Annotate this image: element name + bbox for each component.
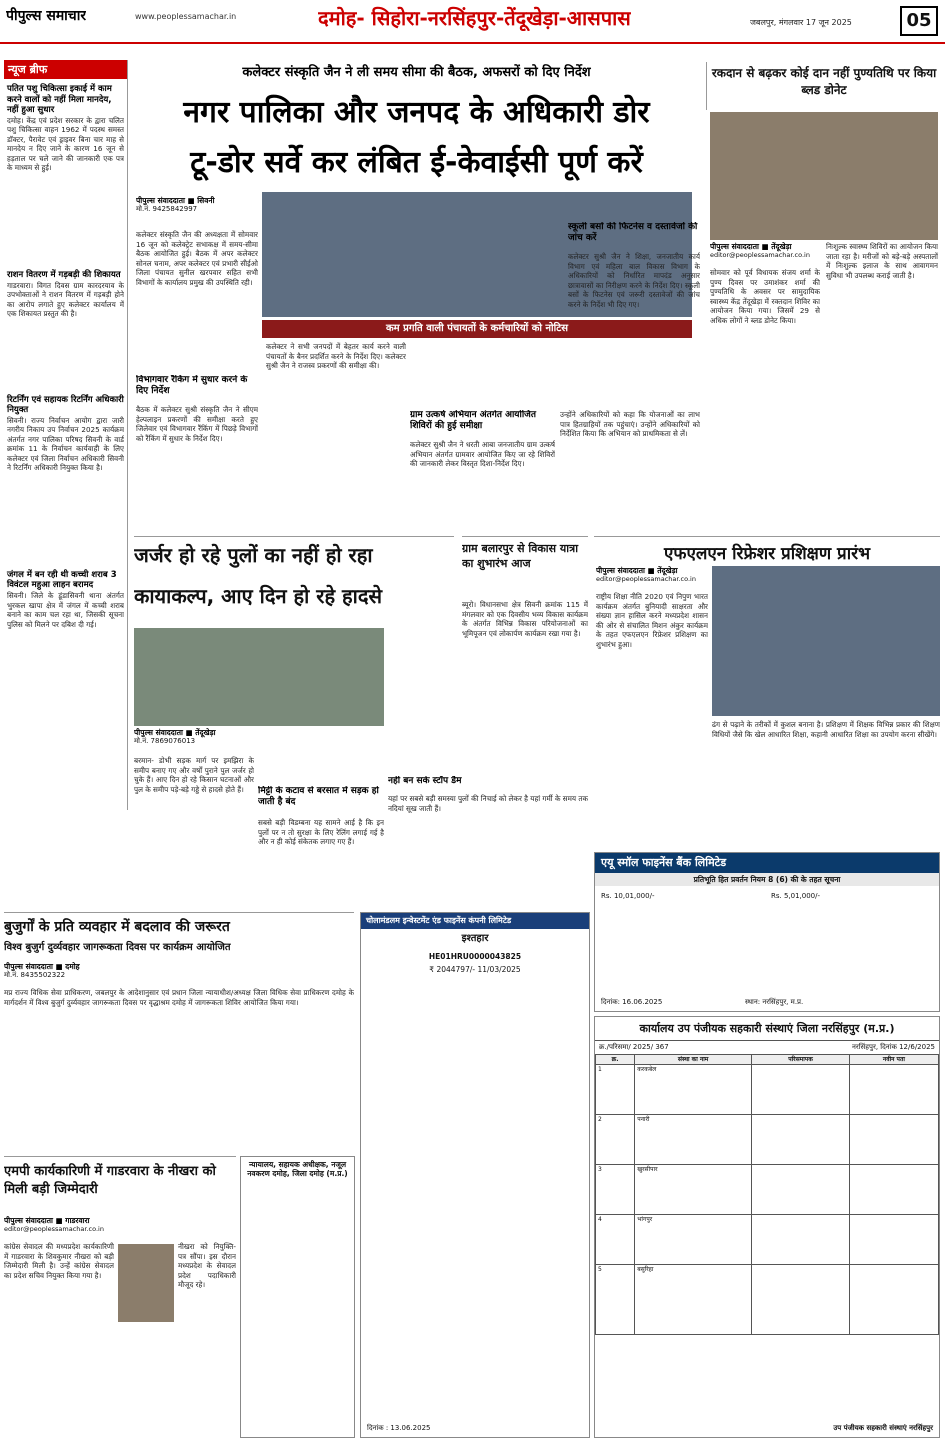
blood-body-1: सोमवार को पूर्व विधायक संजय शर्मा के पुण्य दिवस पर उमाशंकर शर्मा की पुण्यतिथि के अवसर पर सामुदायिक स्वास्थ्य केंद्र तेंदूखेड़ा में रक्तदान शिविर का आयोजन किया गया। जिसमें 29 से अधिक लोगों ने ब्लड डोनेट किया। xyxy=(710,268,820,325)
office-th-4: नवीन पता xyxy=(849,1054,938,1065)
blood-photo xyxy=(710,112,938,240)
fln-photo xyxy=(712,566,940,716)
cell xyxy=(849,1215,938,1265)
mp-headline: एमपी कार्यकारिणी में गाडरवारा के नीखरा को मिली बड़ी जिम्मेदारी xyxy=(4,1164,216,1197)
office-table xyxy=(595,1054,939,1336)
lead-subhead-1: विभागवार रैंकिंग में सुधार करने के दिए निर्देश xyxy=(136,375,248,397)
lead-headline-1-wrap xyxy=(134,90,699,134)
section-title: दमोह- सिहोरा-नरसिंहपुर-तेंदूखेड़ा-आसपास xyxy=(318,6,631,30)
au-band: प्रतिभूति हित प्रवर्तन नियम 8 (6) की के तहत सूचना xyxy=(595,873,939,886)
dateline: जबलपुर, मंगलवार 17 जून 2025 xyxy=(750,18,852,27)
blood-body-2: निःशुल्क स्वास्थ्य शिविरों का आयोजन किया जाता रहा है। मरीजों को बड़े-बड़े अस्पतालों में निःशुल्क इलाज के साथ आवागमन सुविधा भी उपलब्ध कराई जाती है। xyxy=(826,242,938,280)
court-notice-title: न्यायालय, सहायक अधीक्षक, नजूल नवकरण दमोह, जिला दमोह (म.प्र.) xyxy=(247,1160,348,1179)
lead-body-2: बैठक में कलेक्टर सुश्री संस्कृति जैन ने सीएम हेल्पलाइन प्रकरणों की समीक्षा करते हुए जिलेवार एवं विभागवार रैंकिंग में पिछड़े विभागों को रैंकिंग में सुधार के निर्देश दिए। xyxy=(136,405,258,443)
fln-byline: पीपुल्स संवाददाता ■ तेंदूखेड़ा xyxy=(596,566,678,575)
lead-body-3: कलेक्टर ने सभी जनपदों में बेहतर कार्य करने वाली पंचायतों के बैनर प्रदर्शित करने के निर्देश दिए। कलेक्टर सुश्री जैन ने राजस्व प्रकरणों की समीक्षा की। xyxy=(266,342,406,370)
bridge-subhead-2: नहीं बन सके स्टॉप डैम xyxy=(388,776,462,786)
lead-body-5: उन्होंने अधिकारियों को कहा कि योजनाओं का लाभ पात्र हितग्राहियों तक पहुंचाएं। उन्होंने अधिकारियों को निर्देशित किया कि अभियान को प्राथमिकता से लें। xyxy=(560,410,700,438)
bridge-body-2: सबसे बड़ी विडम्बना यह सामने आई है कि इन पुलों पर न तो सुरक्षा के लिए रेलिंग लगाई गई है और न ही कोई संकेतक लगाए गए हैं। xyxy=(258,818,384,846)
brief-head-1: पतित पशु चिकित्सा इकाई में काम करने वालों को नहीं मिला मानदेय, नहीं हुआ सुधार xyxy=(7,84,112,116)
lead-body-1: कलेक्टर संस्कृति जैन की अध्यक्षता में सोमवार 16 जून को कलेक्ट्रेट सभाकक्ष में समय-सीमा बैठक आयोजित हुई। बैठक में अपर कलेक्टर सोनल चनाम, अपर कलेक्टर एवं प्रभारी सीईओ जिला पंचायत सुनील खरपवार सहित सभी विभागों के कार्यालय प्रमुख की उपस्थिति रही। xyxy=(136,230,258,287)
mp-headline-wrap xyxy=(4,1156,236,1212)
cell: बसुरिहा xyxy=(635,1265,752,1335)
elders-byline: पीपुल्स संवाददाता ■ दमोह xyxy=(4,962,80,971)
brief-head-4: जंगल में बन रही थी कच्ची शराब 3 विवंटल महुआ लाहन बरामद xyxy=(7,569,117,591)
cell: पनारी xyxy=(635,1115,752,1165)
nikhra-portrait xyxy=(118,1244,174,1322)
brief-text-3: सिवनी। राज्य निर्वाचन आयोग द्वारा जारी नगरीय निकाय उप निर्वाचन 2025 कार्यक्रम अंतर्गत नगर पालिका परिषद सिवनी के वार्ड क्रमांक 11 के निर्वाचन कार्यवाही के लिए कलेक्टर एवं जिला निर्वाचन अधिकारी सिवनी ने रिटर्निंग अधिकारी नियुक्त किया है। xyxy=(7,415,124,473)
lead-band: कम प्रगति वाली पंचायतों के कर्मचारियों को नोटिस xyxy=(262,320,692,338)
cell: 1 xyxy=(596,1065,635,1115)
cell xyxy=(752,1215,850,1265)
bridge-body-3: यहां पर सबसे बड़ी समस्या पुलों की निचाई को लेकर है यहां गर्मी के समय तक नदियां सूख जाती हैं। xyxy=(388,794,588,813)
blood-email[interactable]: editor@peoplessamachar.co.in xyxy=(710,251,810,260)
bridge-subhead-1: मिट्टी के कटाव से बरसात में सड़क हो जाती है बंद xyxy=(258,786,379,808)
lead-body-4: कलेक्टर सुश्री जैन ने धरती आबा जनजातीय ग्राम उत्कर्ष अभियान अंतर्गत ग्रामवार आयोजित किए जा रहे शिविरों की जानकारी लेकर विस्तृत दिशा-निर्देश दिए। xyxy=(410,440,555,468)
brief-text-4: सिवनी। जिले के डूंडासिवनी थाना अंतर्गत भुरकल खापा क्षेत्र में जंगल में कच्ची शराब बनाने का काम चल रहा था, जिसकी सूचना पुलिस को मिलने पर दबिश दी गई। xyxy=(7,591,124,629)
blood-headline: रकदान से बढ़कर कोई दान नहीं पुण्यतिथि पर किया ब्लड डोनेट xyxy=(711,66,937,97)
cell: भांगपुर xyxy=(635,1215,752,1265)
office-th-1: क्र. xyxy=(596,1054,635,1065)
lead-byline: पीपुल्स संवाददाता ■ सिवनी xyxy=(136,196,215,205)
lead-kicker-wrap xyxy=(134,62,699,84)
fln-email[interactable]: editor@peoplessamachar.co.in xyxy=(596,575,696,584)
au-amount-1: Rs. 10,01,000/- xyxy=(601,892,655,901)
chola-name: चोलामंडलम इन्वेस्टमेंट एंड फाइनेंस कंपनी लिमिटेड xyxy=(361,913,589,929)
cell: 5 xyxy=(596,1265,635,1335)
lead-headline-1: नगर पालिका और जनपद के अधिकारी डोर xyxy=(183,95,650,130)
table-row xyxy=(596,1115,939,1165)
cell: 4 xyxy=(596,1215,635,1265)
table-row xyxy=(596,1265,939,1335)
lead-subhead-2: ग्राम उत्कर्ष अभियान अंतर्गत आयोजित शिविरों की हुई समीक्षा xyxy=(410,410,536,432)
cell xyxy=(752,1265,850,1335)
lead-headline-2-wrap xyxy=(134,140,699,184)
lead-mobile: मो.नं. 9425842997 xyxy=(136,205,198,214)
bridge-headline-wrap xyxy=(134,536,454,626)
office-ref: क्र./परिसमा/ 2025/ 367 xyxy=(599,1043,669,1051)
chola-date: दिनांक : 13.06.2025 xyxy=(367,1424,431,1433)
elders-headline-wrap xyxy=(4,912,354,960)
cell xyxy=(752,1115,850,1165)
chola-amount: ₹ 2044797/- 11/03/2025 xyxy=(429,964,521,974)
cell xyxy=(752,1165,850,1215)
news-brief-title: न्यूज ब्रीफ xyxy=(4,60,127,79)
fln-body-1: राष्ट्रीय शिक्षा नीति 2020 एवं निपुण भारत कार्यक्रम अंतर्गत बुनियादी साक्षरता और संख्या ज्ञान हासिल करने मध्यप्रदेश शासन की ओर से संचालित मिशन अंकुर कार्यक्रम के तहत एफएलएन रिफ्रेशर प्रशिक्षण का शुभारंभ हुआ। xyxy=(596,592,708,649)
bridge-byline: पीपुल्स संवाददाता ■ तेंदूखेड़ा xyxy=(134,728,216,737)
mp-byline-wrap xyxy=(4,1216,236,1238)
news-brief-column xyxy=(4,60,128,810)
bridge-body-1: बरमान- डोभी सड़क मार्ग पर इमझिरा के समीप बनाए गए और वर्षों पुराने पुल जर्जर हो चुके हैं। आए दिन हो रहे किसान घटनाओं और पुल के समीप पड़े-बड़े गड्डे से हादसे होते हैं। xyxy=(134,756,254,794)
cell xyxy=(849,1115,938,1165)
elders-headline: बुजुर्गों के प्रति व्यवहार में बदलाव की जरूरत xyxy=(4,919,230,935)
lead-byline-wrap xyxy=(136,196,261,226)
lead-kicker: कलेक्टर संस्कृति जैन ने ली समय सीमा की बैठक, अफसरों को दिए निर्देश xyxy=(242,65,591,80)
page-number: 05 xyxy=(900,6,938,36)
table-row xyxy=(596,1215,939,1265)
bridge-photo xyxy=(134,628,384,726)
website[interactable]: www.peoplessamachar.in xyxy=(135,12,237,21)
cell xyxy=(849,1065,938,1115)
brief-text-1: दमोह। केंद्र एवं प्रदेश सरकार के द्वारा चलित पशु चिकित्सा वाहन 1962 में पदस्थ समस्त डॉक्टर, पैरावेट एवं ड्राइवर बिना चार माह से मानदेय न दिए जाने के कारण 16 जून से हड़ताल पर चले जाने की जानकारी एक पत्र के माध्यम से हुई। xyxy=(7,115,124,173)
cell: 2 xyxy=(596,1115,635,1165)
fln-byline-wrap xyxy=(596,566,708,588)
bridge-headline-1: जर्जर हो रहे पुलों का नहीं हो रहा xyxy=(134,543,373,567)
table-row xyxy=(596,1165,939,1215)
village-headline: ग्राम बलारपुर से विकास यात्रा का शुभारंभ आज xyxy=(462,542,579,570)
elders-body: मप्र राज्य विधिक सेवा प्राधिकरण, जबलपुर के आदेशानुसार एवं प्रधान जिला न्यायाधीश/अध्यक्ष जिला विधिक सेवा प्राधिकरण दमोह के मार्गदर्शन में विश्व बुजुर्ग दुर्व्यवहार जागरूकता दिवस पर वृद्धाश्रम दमोह में जागरूकता शिविर आयोजित किया गया। xyxy=(4,988,354,1007)
court-notice xyxy=(240,1156,355,1438)
mp-email[interactable]: editor@peoplessamachar.co.in xyxy=(4,1225,104,1234)
au-bank-name: एयू स्मॉल फाइनेंस बैंक लिमिटेड xyxy=(595,853,939,873)
mp-byline: पीपुल्स संवाददाता ■ गाडरवारा xyxy=(4,1216,90,1225)
mp-body-2: नीखरा को नियुक्ति-पत्र सौंपा। इस दौरान मध्यप्रदेश के सेवादल प्रदेश पदाधिकारी मौजूद रहे। xyxy=(178,1242,236,1289)
brief-head-2: राशन वितरण में गड़बड़ी की शिकायत xyxy=(7,269,121,280)
au-date: दिनांक: 16.06.2025 xyxy=(601,998,663,1007)
cell: खुरसीपार xyxy=(635,1165,752,1215)
office-title: कार्यालय उप पंजीयक सहकारी संस्थाएं जिला नरसिंहपुर (म.प्र.) xyxy=(595,1017,939,1041)
cell: 3 xyxy=(596,1165,635,1215)
elders-mobile: मो.नं. 8435502322 xyxy=(4,971,66,980)
lead-subhead-3: स्कूली बसों की फिटनेस व दस्तावेजों की जांच करें xyxy=(568,222,698,244)
cell xyxy=(849,1165,938,1215)
header-bar xyxy=(0,0,945,44)
table-row xyxy=(596,1065,939,1115)
au-amount-2: Rs. 5,01,000/- xyxy=(771,892,821,901)
lead-body-6: कलेक्टर सुश्री जैन ने शिक्षा, जनजातीय कार्य विभाग एवं महिला बाल विकास विभाग के अधिकारियों को निर्धारित मापदंड अनुसार छात्रावासों का निरीक्षण करने के निर्देश दिए। स्कूली बसों के फिटनेस एवं जरूरी दस्तावेजों की जांच करने के निर्देश भी दिए गए। xyxy=(568,252,700,309)
elders-subheadline: विश्व बुजुर्ग दुर्व्यवहार जागरूकता दिवस पर कार्यक्रम आयोजित xyxy=(4,942,231,953)
brief-head-3: रिटर्निंग एवं सहायक रिटर्निंग अधिकारी नियुक्त xyxy=(7,394,124,416)
office-th-2: संस्था का नाम xyxy=(635,1054,752,1065)
au-place: स्थान: नरसिंहपुर, म.प्र. xyxy=(745,998,804,1007)
chola-ad xyxy=(360,912,590,1438)
brief-text-2: गाडरवारा। विगत दिवस ग्राम कारदरयाव के उपभोक्ताओं ने राशन वितरण में गड़बड़ी होने का आरोप लगाते हुए कलेक्टर कार्यालय में एक शिकायत प्रस्तुत की है। xyxy=(7,280,124,318)
fln-headline: एफएलएन रिफ्रेशर प्रशिक्षण प्रारंभ xyxy=(663,544,871,564)
office-date: नरसिंहपुर, दिनांक 12/6/2025 xyxy=(851,1043,935,1051)
au-bank-ad xyxy=(594,852,940,1012)
masthead: पीपुल्स समाचार xyxy=(6,8,87,24)
village-body: ब्यूरो। विधानसभा क्षेत्र सिवनी क्रमांक 115 में मंगलवार को एक दिवसीय भव्य विकास कार्यक्रम के अंतर्गत विभिन्न विकास परियोजनाओं का भूमिपूजन एवं लोकार्पण कार्यक्रम रखा गया है। xyxy=(462,600,588,638)
office-notice xyxy=(594,1016,940,1438)
elders-byline-wrap xyxy=(4,962,124,984)
chola-notice-title: इश्तहार xyxy=(461,933,489,944)
cell: करकबेल xyxy=(635,1065,752,1115)
office-footer: उप पंजीयक सहकारी संस्थाएं नरसिंहपुर xyxy=(833,1424,933,1433)
bridge-mobile: मो.नं. 7869076013 xyxy=(134,737,196,746)
office-th-3: परिसमापक xyxy=(752,1054,850,1065)
mp-body-1: कांग्रेस सेवादल की मध्यप्रदेश कार्यकारिणी में गाडरवारा के शिवकुमार नीखरा को बड़ी जिम्मेदारी मिली है। उन्हें कांग्रेस सेवादल का प्रदेश सचिव नियुक्त किया गया है। xyxy=(4,1242,114,1280)
cell xyxy=(849,1265,938,1335)
fln-body-2: ढंग से पढ़ाने के तरीकों में कुशल बनाना है। प्रशिक्षण में शिक्षक विभिन्न प्रकार की शिक्षण विधियों जैसे कि खेल आधारित शिक्षा, कहानी आधारित शिक्षा का उपयोग करना सीखेंगे। xyxy=(712,720,940,739)
blood-headline-wrap xyxy=(706,62,941,110)
cell xyxy=(752,1065,850,1115)
bridge-headline-2: कायाकल्प, आए दिन हो रहे हादसे xyxy=(134,584,382,608)
lead-headline-2: टू-डोर सर्वे कर लंबित ई-केवाईसी पूर्ण करें xyxy=(190,145,643,180)
chola-loan-number: HE01HRU0000043825 xyxy=(428,951,522,961)
bridge-byline-wrap xyxy=(134,728,384,750)
village-headline-wrap xyxy=(462,536,588,596)
fln-headline-wrap xyxy=(594,536,940,564)
blood-byline: पीपुल्स संवाददाता ■ तेंदूखेड़ा xyxy=(710,242,792,251)
